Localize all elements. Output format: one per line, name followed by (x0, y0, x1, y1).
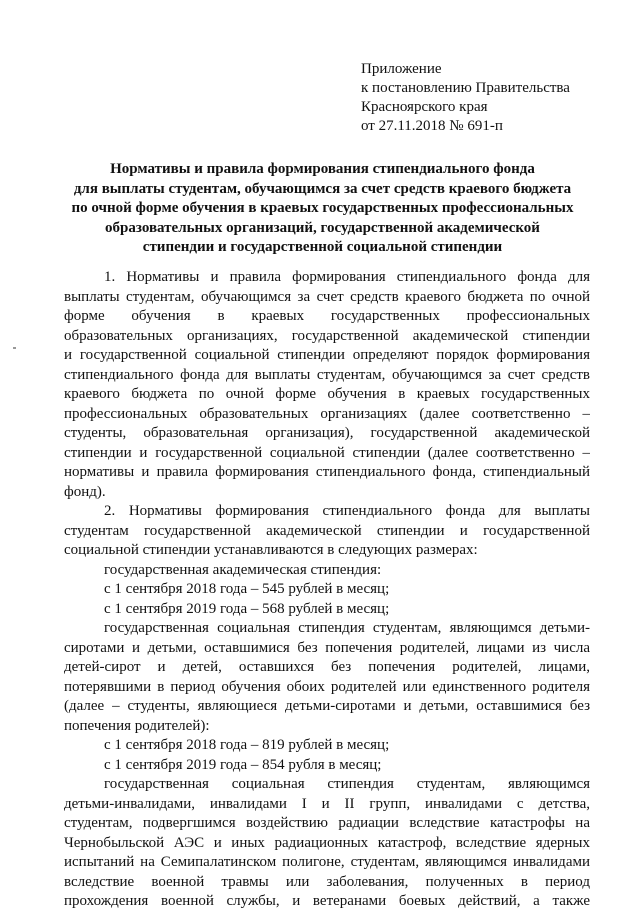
body-line: испытаний на Семипалатинском полигоне, студентам, являющимся инвалидами (64, 854, 590, 870)
body-line: выплаты студентам, обучающимся за счет средств краевого бюджета по очной (64, 288, 590, 305)
body-line: фонд). (64, 483, 106, 500)
appendix-line: к постановлению Правительства (361, 80, 570, 96)
title-line: для выплаты студентам, обучающимся за счет средств краевого бюджета (73, 180, 572, 197)
body-line: с 1 сентября 2019 года – 568 рублей в месяц; (104, 600, 390, 617)
body-line: образовательных организациях, государственной академической стипендии (64, 327, 590, 344)
body-line: детей-сирот и детей, оставшихся без попечения родителей, лицами, (64, 659, 590, 675)
body-line: попечения родителей): (64, 717, 210, 734)
body-line: с 1 сентября 2019 года – 854 рубля в месяц; (104, 756, 382, 773)
body-line: профессиональных образовательных организациях (далее соответственно – (64, 405, 590, 422)
body-line: студентам государственной академической стипендии и государственной (64, 522, 590, 539)
body-line: государственная академическая стипендия: (104, 561, 382, 578)
appendix-header (361, 60, 570, 136)
body-line: краевого бюджета по очной форме обучения в краевых государственных (64, 386, 590, 402)
body-line: нормативы и правила формирования стипендиального фонда, стипендиальный (64, 464, 590, 480)
appendix-line: Приложение (361, 61, 442, 77)
body-line: вследствие военной травмы или заболевания, полученных в период (64, 873, 590, 890)
document-body (64, 268, 590, 912)
body-line: потерявшими в период обучения обоих родителей или единственного родителя (64, 678, 590, 695)
title-line: образовательных организаций, государственной академической (105, 219, 540, 236)
body-line: государственная социальная стипендия студентам, являющимся (104, 776, 590, 792)
body-line: студенты, образовательная организация), государственной академической (64, 425, 590, 441)
appendix-line: Красноярского края (361, 99, 488, 115)
body-line: форме обучения в краевых государственных профессиональных (64, 308, 590, 324)
title-line: по очной форме обучения в краевых государственных профессиональных (71, 200, 574, 216)
title-line: стипендии и государственной социальной стипендии (142, 239, 503, 255)
body-line: с 1 сентября 2018 года – 545 рублей в месяц; (104, 581, 390, 597)
body-line: прохождения военной службы, и ветеранами боевых действий, а также (64, 893, 590, 909)
scan-artifact (13, 347, 16, 349)
body-line: Чернобыльской АЭС и иных радиационных катастроф, вследствие ядерных (64, 834, 590, 851)
body-line: стипендиального фонда для выплаты студентам, обучающимся за счет средств (64, 366, 590, 383)
document-title (60, 160, 585, 258)
body-line: стипендии и государственной социальной стипендии (далее соответственно – (64, 444, 590, 461)
body-line: государственная социальная стипендия студентам, являющимся детьми- (104, 620, 590, 636)
body-line: 2. Нормативы формирования стипендиального фонда для выплаты (104, 503, 590, 519)
appendix-line: от 27.11.2018 № 691-п (361, 118, 503, 134)
body-line: детьми-инвалидами, инвалидами I и II групп, инвалидами с детства, (64, 795, 590, 812)
title-line: Нормативы и правила формирования стипендиального фонда (110, 161, 535, 177)
body-line: (далее – студенты, являющиеся детьми-сиротами и детьми, оставшимися без (64, 698, 590, 714)
body-line: и государственной социальной стипендии определяют порядок формирования (64, 347, 590, 363)
body-line: с 1 сентября 2018 года – 819 рублей в месяц; (104, 737, 390, 753)
body-line: социальной стипендии устанавливаются в следующих размерах: (64, 542, 478, 558)
body-line: 1. Нормативы и правила формирования стипендиального фонда для (104, 269, 590, 285)
body-line: студентам, подвергшимся воздействию радиации вследствие катастрофы на (64, 815, 590, 831)
body-line: сиротами и детьми, оставшимися без попечения родителей, лицами из числа (64, 639, 590, 656)
